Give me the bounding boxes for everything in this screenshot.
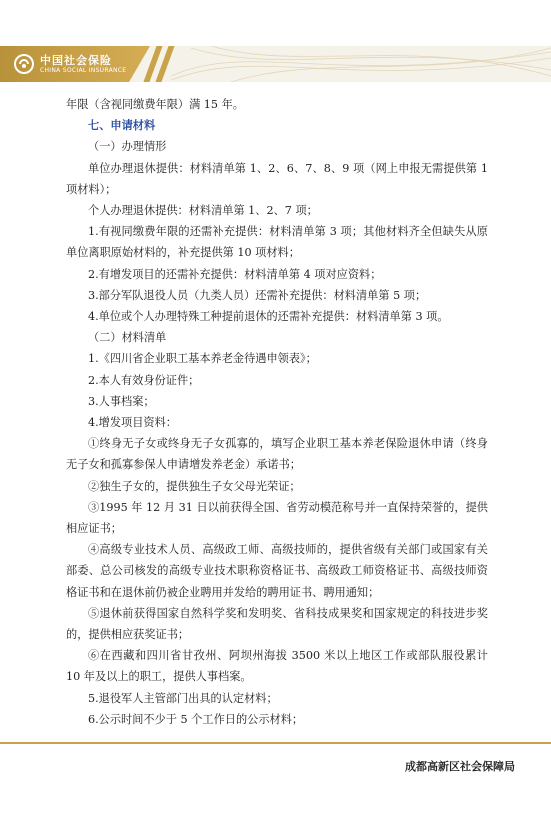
body-paragraph: 年限（含视同缴费年限）满 15 年。: [66, 98, 244, 111]
body-paragraph: 5.退役军人主管部门出具的认定材料；: [88, 691, 278, 705]
body-paragraph: （二）材料清单: [88, 331, 167, 345]
body-paragraph: ①终身无子女或终身无子女孤寡的，填写企业职工基本养老保险退休申请（终身无子女和孤寡参保人申请增发养老金）承诺书；: [66, 437, 488, 472]
body-paragraph: 4.增发项目资料：: [88, 416, 177, 430]
body-paragraph: ⑤退休前获得国家自然科学奖和发明奖、省科技成果奖和国家规定的科技进步奖的，提供相应获奖证书；: [66, 606, 488, 642]
body-paragraph: ③1995 年 12 月 31 日以前获得全国、省劳动模范称号并一直保持荣誉的，提供相应证书；: [66, 500, 488, 536]
logo-chinese-name: 中国社会保险: [40, 54, 112, 67]
body-paragraph: ②独生子女的，提供独生子女父母光荣证；: [88, 479, 301, 493]
body-paragraph: 3.人事档案；: [88, 394, 155, 408]
footer-organization: 成都高新区社会保障局: [405, 760, 515, 773]
body-paragraph: ④高级专业技术人员、高级政工师、高级技师的，提供省级有关部门或国家有关部委、总公司核发的高级专业技术职称资格证书、高级政工师资格证书、高级技师资格证书和在退休前仍被企业聘用并发给的聘用证书、聘用通知；: [66, 543, 488, 599]
body-paragraph: 4.单位或个人办理特殊工种提前退休的还需补充提供：材料清单第 3 项。: [88, 310, 449, 324]
body-paragraph: 6.公示时间不少于 5 个工作日的公示材料；: [88, 712, 304, 726]
footer-divider: [0, 742, 551, 744]
social-insurance-logo-icon: [14, 54, 34, 74]
body-paragraph: 个人办理退休提供：材料清单第 1、2、7 项；: [88, 204, 318, 218]
body-paragraph: 2.本人有效身份证件；: [88, 373, 200, 387]
body-paragraph: 3.部分军队退役人员（九类人员）还需补充提供：材料清单第 5 项；: [88, 288, 427, 302]
body-paragraph: 1.有视同缴费年限的还需补充提供：材料清单第 3 项；其他材料齐全但缺失从原单位离职原始材料的，补充提供第 10 项材料；: [66, 225, 488, 260]
banner-swirl-decoration: [171, 46, 551, 82]
header-banner: [0, 46, 551, 82]
body-paragraph: 单位办理退休提供：材料清单第 1、2、6、7、8、9 项（网上申报无需提供第 1 项材料）；: [66, 161, 488, 196]
body-paragraph: （一）办理情形: [88, 140, 167, 154]
section-heading: 七、申请材料: [88, 118, 156, 133]
logo-english-name: CHINA SOCIAL INSURANCE: [40, 67, 127, 74]
document-body: [66, 94, 488, 730]
body-paragraph: 1.《四川省企业职工基本养老金待遇申领表》；: [88, 352, 317, 366]
body-paragraph: ⑥在西藏和四川省甘孜州、阿坝州海拔 3500 米以上地区工作或部队服役累计 10 年及以上的职工，提供人事档案。: [66, 649, 488, 684]
body-paragraph: 2.有增发项目的还需补充提供：材料清单第 4 项对应资料；: [88, 267, 382, 281]
